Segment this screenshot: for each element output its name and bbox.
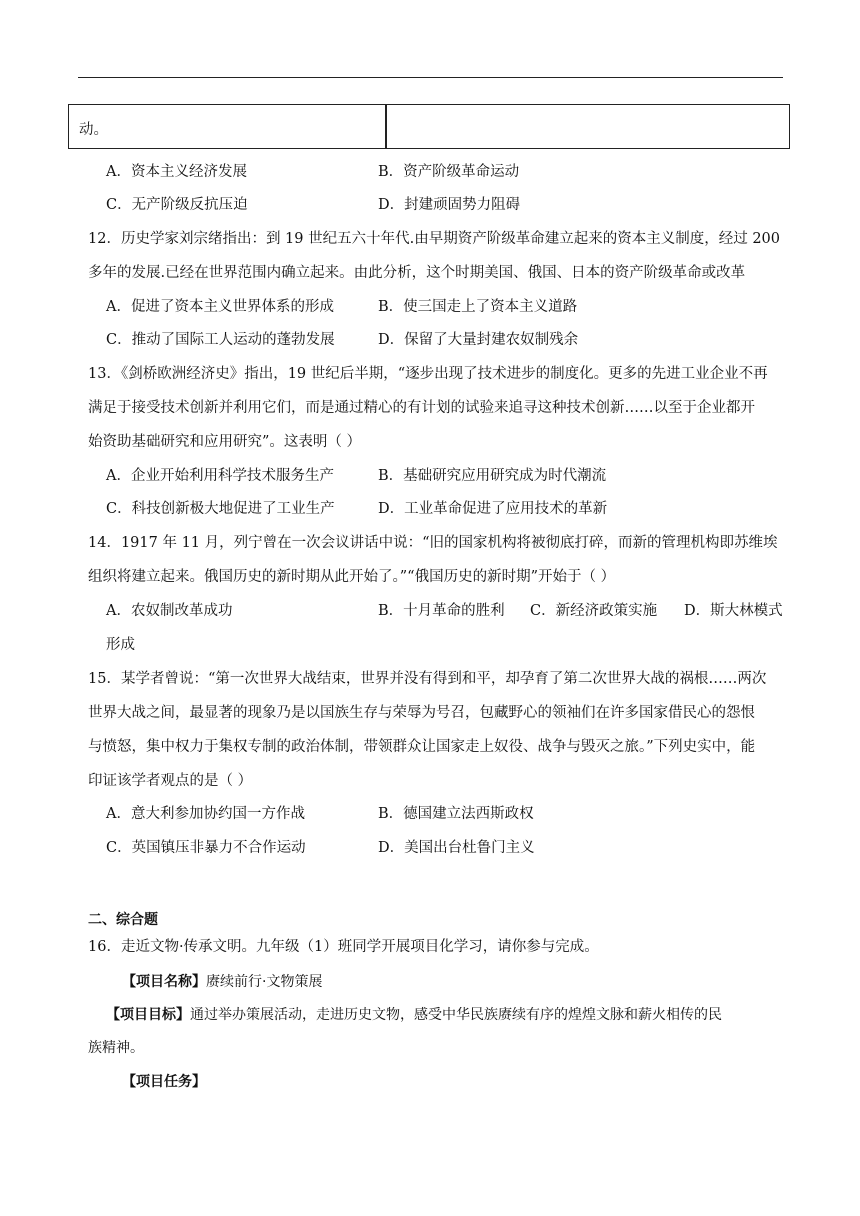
table-divider — [385, 105, 387, 148]
project-task-row — [122, 1071, 206, 1091]
q14-option-d-continued: 形成 — [106, 637, 135, 653]
q15-option-b: B．德国建立法西斯政权 — [378, 806, 534, 822]
q11-option-d: D．封建顽固势力阻碍 — [378, 197, 521, 213]
q11-option-b: B．资产阶级革命运动 — [378, 164, 520, 180]
q12-option-c: C．推动了国际工人运动的蓬勃发展 — [106, 332, 335, 348]
answer-table — [68, 104, 790, 149]
q14-option-b: B．十月革命的胜利 — [378, 603, 505, 619]
project-goal-row — [106, 1004, 722, 1024]
q13-stem-line2: 满足于接受技术创新并利用它们，而是通过精心的有计划的试验来追寻这种技术创新……以至于企业都开 — [88, 400, 755, 416]
q13-option-b: B．基础研究应用研究成为时代潮流 — [378, 468, 607, 484]
project-name-row — [122, 971, 322, 991]
q13-stem-line1: 13．《剑桥欧洲经济史》指出，19 世纪后半期，“逐步出现了技术进步的制度化。更多的先进工业企业不再 — [88, 366, 768, 382]
q13-option-d: D．工业革命促进了应用技术的革新 — [378, 501, 608, 517]
q13-stem-line3: 始资助基础研究和应用研究”。这表明（ ） — [88, 434, 362, 450]
q15-stem-line3: 与愤怒，集中权力于集权专制的政治体制，带领群众让国家走上奴役、战争与毁灭之旅。”下列史实中，能 — [88, 739, 756, 755]
q11-option-a: A．资本主义经济发展 — [106, 164, 247, 180]
q16-stem: 16．走近文物·传承文明。九年级（1）班同学开展项目化学习，请你参与完成。 — [88, 939, 599, 955]
section-heading: 二、综合题 — [88, 912, 158, 928]
q14-stem-line1: 14．1917 年 11 月，列宁曾在一次会议讲话中说：“旧的国家机构将被彻底打碎，而新的管理机构即苏维埃 — [88, 535, 778, 551]
q12-option-a: A．促进了资本主义世界体系的形成 — [106, 299, 334, 315]
q12-stem-line1: 12．历史学家刘宗绪指出：到 19 世纪五六十年代.由早期资产阶级革命建立起来的资本主义制度，经过 200 — [88, 231, 781, 247]
q11-option-c: C．无产阶级反抗压迫 — [106, 197, 248, 213]
q15-option-c: C．英国镇压非暴力不合作运动 — [106, 840, 306, 856]
project-goal-label: 【项目目标】 — [106, 1007, 190, 1023]
header-rule — [78, 77, 783, 78]
q12-option-b: B．使三国走上了资本主义道路 — [378, 299, 578, 315]
q12-option-d: D．保留了大量封建农奴制残余 — [378, 332, 579, 348]
q12-stem-line2: 多年的发展.已经在世界范围内确立起来。由此分析，这个时期美国、俄国、日本的资产阶级革命或改革 — [88, 265, 746, 281]
q14-option-c: C．新经济政策实施 — [530, 603, 658, 619]
q14-option-a: A．农奴制改革成功 — [106, 603, 233, 619]
q13-option-c: C．科技创新极大地促进了工业生产 — [106, 501, 335, 517]
q14-stem-line2: 组织将建立起来。俄国历史的新时期从此开始了。”“俄国历史的新时期”开始于（ ） — [88, 569, 616, 585]
project-name-label: 【项目名称】 — [122, 974, 206, 990]
q15-stem-line4: 印证该学者观点的是（ ） — [88, 773, 253, 789]
table-cell-text: 动。 — [79, 122, 108, 138]
project-goal-value-line2: 族精神。 — [88, 1040, 144, 1056]
q15-option-a: A．意大利参加协约国一方作战 — [106, 806, 305, 822]
project-goal-value-line1: 通过举办策展活动，走进历史文物，感受中华民族赓续有序的煌煌文脉和薪火相传的民 — [190, 1007, 722, 1023]
q14-option-d: D．斯大林模式 — [684, 603, 783, 619]
q13-option-a: A．企业开始利用科学技术服务生产 — [106, 468, 334, 484]
q15-stem-line1: 15．某学者曾说：“第一次世界大战结束，世界并没有得到和平，却孕育了第二次世界大战的祸根……两次 — [88, 671, 767, 687]
project-name-value: 赓续前行·文物策展 — [206, 974, 323, 990]
q15-option-d: D．美国出台杜鲁门主义 — [378, 840, 535, 856]
project-task-label: 【项目任务】 — [122, 1074, 206, 1090]
q15-stem-line2: 世界大战之间，最显著的现象乃是以国族生存与荣辱为号召，包藏野心的领袖们在许多国家借民心的怨恨 — [88, 705, 755, 721]
